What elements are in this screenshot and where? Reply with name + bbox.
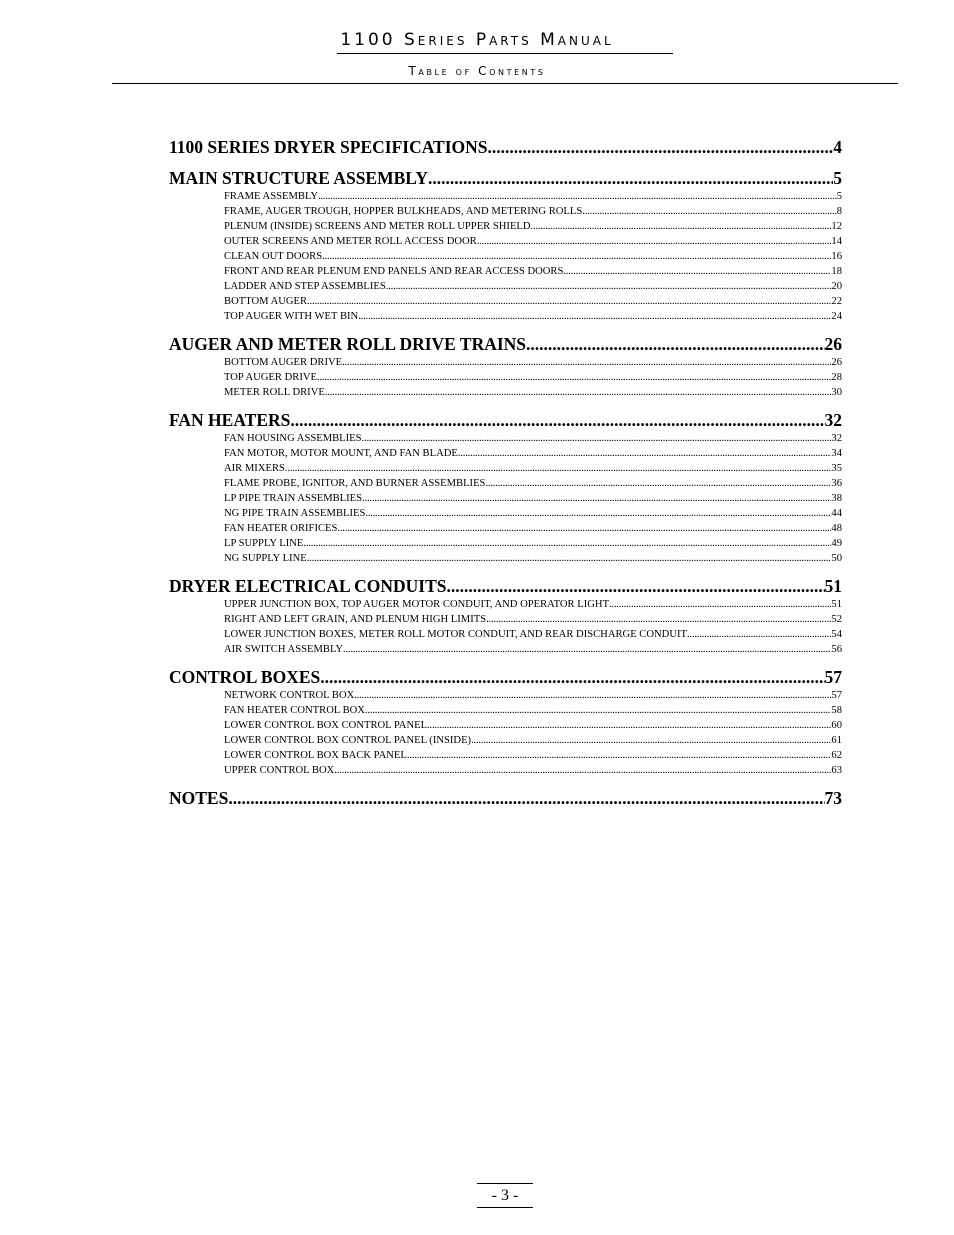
- toc-sub-entry[interactable]: [224, 294, 842, 309]
- dot-leader: [477, 234, 832, 249]
- toc-sub-entry-page: 34: [831, 448, 842, 459]
- toc-sub-entry-title: TOP AUGER WITH WET BIN: [224, 311, 359, 322]
- toc-sub-entry[interactable]: [224, 536, 842, 551]
- toc-sub-entry-title: UPPER CONTROL BOX: [224, 765, 335, 776]
- toc-sub-entry-page: 24: [831, 311, 842, 322]
- toc-main-entry-page: 73: [824, 788, 842, 808]
- toc-sub-entry-page: 32: [831, 433, 842, 444]
- toc-sub-entry[interactable]: [224, 370, 842, 385]
- dot-leader: [354, 688, 831, 703]
- table-of-contents: [169, 136, 842, 818]
- toc-sub-entry-page: 60: [831, 720, 842, 731]
- toc-sub-list: [224, 597, 842, 657]
- dot-leader: [485, 476, 831, 491]
- toc-sub-entry[interactable]: [224, 234, 842, 249]
- toc-sub-entry-title: OUTER SCREENS AND METER ROLL ACCESS DOOR: [224, 236, 477, 247]
- dot-leader: [318, 189, 837, 204]
- dot-leader: [531, 219, 832, 234]
- toc-main-entry-title: FAN HEATERS: [169, 410, 291, 430]
- toc-sub-entry[interactable]: [224, 431, 842, 446]
- toc-main-entry[interactable]: [169, 787, 842, 809]
- toc-main-entry-title: DRYER ELECTRICAL CONDUITS: [169, 576, 447, 596]
- dot-leader: [386, 279, 832, 294]
- toc-sub-entry-title: LADDER AND STEP ASSEMBLIES: [224, 281, 386, 292]
- dot-leader: [285, 461, 831, 476]
- toc-sub-entry-page: 52: [831, 614, 842, 625]
- toc-sub-entry-title: LP PIPE TRAIN ASSEMBLIES: [224, 493, 363, 504]
- toc-sub-entry-title: BOTTOM AUGER: [224, 296, 308, 307]
- toc-main-entry-page: 26: [824, 334, 842, 354]
- toc-sub-entry-page: 12: [831, 221, 842, 232]
- toc-sub-entry-title: LOWER CONTROL BOX CONTROL PANEL: [224, 720, 428, 731]
- toc-sub-entry-page: 44: [831, 508, 842, 519]
- footer-divider-top: [477, 1183, 533, 1184]
- toc-sub-entry-page: 36: [831, 478, 842, 489]
- toc-main-entry-title: 1100 SERIES DRYER SPECIFICATIONS: [169, 137, 488, 157]
- dot-leader: [343, 642, 831, 657]
- toc-main-entry-title: NOTES: [169, 788, 229, 808]
- section-subtitle: Table of Contents: [408, 64, 546, 78]
- toc-sub-entry-title: NG PIPE TRAIN ASSEMBLIES: [224, 508, 366, 519]
- toc-sub-entry-page: 63: [831, 765, 842, 776]
- toc-sub-entry-page: 62: [831, 750, 842, 761]
- dot-leader: [471, 733, 831, 748]
- dot-leader: [317, 370, 831, 385]
- toc-sub-entry-page: 8: [836, 206, 842, 217]
- toc-sub-entry-page: 18: [831, 266, 842, 277]
- toc-section: [169, 333, 842, 400]
- toc-sub-entry[interactable]: [224, 491, 842, 506]
- toc-sub-entry-page: 50: [831, 553, 842, 564]
- toc-sub-entry-page: 28: [831, 372, 842, 383]
- toc-sub-entry-page: 51: [831, 599, 842, 610]
- toc-sub-entry-page: 30: [831, 387, 842, 398]
- toc-sub-entry-page: 16: [831, 251, 842, 262]
- toc-sub-entry-page: 14: [831, 236, 842, 247]
- toc-sub-entry-title: LOWER CONTROL BOX BACK PANEL: [224, 750, 407, 761]
- toc-sub-entry-page: 61: [831, 735, 842, 746]
- toc-sub-entry[interactable]: [224, 642, 842, 657]
- dot-leader: [303, 536, 831, 551]
- toc-sub-entry-title: NETWORK CONTROL BOX: [224, 690, 355, 701]
- dot-leader: [609, 597, 831, 612]
- toc-sub-list: [224, 189, 842, 324]
- dot-leader: [687, 627, 831, 642]
- toc-section: [169, 409, 842, 566]
- dot-leader: [290, 409, 824, 431]
- toc-main-entry-page: 57: [824, 667, 842, 687]
- toc-sub-entry-page: 35: [831, 463, 842, 474]
- toc-sub-entry[interactable]: [224, 612, 842, 627]
- dot-leader: [362, 431, 832, 446]
- manual-title: 1100 Series Parts Manual: [340, 30, 614, 50]
- toc-sub-entry-page: 38: [831, 493, 842, 504]
- toc-section: [169, 787, 842, 809]
- toc-sub-entry-page: 57: [831, 690, 842, 701]
- dot-leader: [358, 309, 831, 324]
- toc-sub-entry-page: 54: [831, 629, 842, 640]
- toc-sub-entry-title: UPPER JUNCTION BOX, TOP AUGER MOTOR CONDUIT, AND OPERATOR LIGHT: [224, 599, 610, 610]
- dot-leader: [582, 204, 836, 219]
- toc-sub-entry[interactable]: [224, 355, 842, 370]
- toc-main-entry[interactable]: [169, 136, 842, 158]
- toc-sub-entry-title: CLEAN OUT DOORS: [224, 251, 323, 262]
- toc-sub-entry[interactable]: [224, 264, 842, 279]
- toc-sub-entry[interactable]: [224, 763, 842, 778]
- toc-sub-entry[interactable]: [224, 521, 842, 536]
- toc-sub-entry-title: FAN HOUSING ASSEMBLIES: [224, 433, 362, 444]
- toc-sub-entry-page: 48: [831, 523, 842, 534]
- toc-sub-entry[interactable]: [224, 506, 842, 521]
- toc-sub-entry[interactable]: [224, 219, 842, 234]
- toc-sub-entry-title: FRONT AND REAR PLENUM END PANELS AND REAR ACCESS DOORS: [224, 266, 564, 277]
- toc-section: [169, 666, 842, 778]
- toc-sub-entry-title: LOWER CONTROL BOX CONTROL PANEL (INSIDE): [224, 735, 472, 746]
- toc-sub-entry[interactable]: [224, 279, 842, 294]
- page-header: [0, 0, 954, 90]
- toc-main-entry-page: 51: [824, 576, 842, 596]
- toc-main-entry[interactable]: [169, 333, 842, 355]
- toc-section: [169, 575, 842, 657]
- dot-leader: [307, 551, 832, 566]
- dot-leader: [526, 333, 824, 355]
- toc-sub-entry[interactable]: [224, 446, 842, 461]
- toc-sub-entry-title: FRAME, AUGER TROUGH, HOPPER BULKHEADS, AND METERING ROLLS: [224, 206, 583, 217]
- dot-leader: [307, 294, 831, 309]
- toc-main-entry-page: 32: [824, 410, 842, 430]
- toc-main-entry-title: MAIN STRUCTURE ASSEMBLY: [169, 168, 428, 188]
- toc-sub-list: [224, 431, 842, 566]
- dot-leader: [488, 136, 834, 158]
- toc-sub-entry-title: METER ROLL DRIVE: [224, 387, 325, 398]
- toc-sub-entry[interactable]: [224, 688, 842, 703]
- dot-leader: [228, 787, 824, 809]
- toc-sub-entry[interactable]: [224, 309, 842, 324]
- dot-leader: [334, 763, 831, 778]
- toc-sub-entry-page: 49: [831, 538, 842, 549]
- toc-sub-entry-page: 26: [831, 357, 842, 368]
- dot-leader: [320, 666, 824, 688]
- dot-leader: [342, 355, 831, 370]
- toc-sub-entry-title: BOTTOM AUGER DRIVE: [224, 357, 343, 368]
- toc-sub-entry-title: PLENUM (INSIDE) SCREENS AND METER ROLL UPPER SHIELD: [224, 221, 531, 232]
- toc-sub-entry[interactable]: [224, 551, 842, 566]
- toc-sub-entry[interactable]: [224, 249, 842, 264]
- toc-sub-entry[interactable]: [224, 703, 842, 718]
- dot-leader: [365, 506, 831, 521]
- toc-sub-entry-title: RIGHT AND LEFT GRAIN, AND PLENUM HIGH LIMITS: [224, 614, 487, 625]
- toc-sub-entry-title: LP SUPPLY LINE: [224, 538, 304, 549]
- toc-sub-entry[interactable]: [224, 204, 842, 219]
- dot-leader: [337, 521, 831, 536]
- dot-leader: [322, 249, 831, 264]
- toc-main-entry[interactable]: [169, 167, 842, 189]
- toc-sub-entry[interactable]: [224, 748, 842, 763]
- toc-main-entry-page: 4: [833, 137, 842, 157]
- toc-main-entry-page: 5: [833, 168, 842, 188]
- dot-leader: [407, 748, 832, 763]
- toc-sub-entry[interactable]: [224, 718, 842, 733]
- dot-leader: [427, 718, 831, 733]
- toc-sub-entry-title: TOP AUGER DRIVE: [224, 372, 317, 383]
- dot-leader: [458, 446, 832, 461]
- footer-divider-bottom: [477, 1207, 533, 1208]
- toc-sub-entry-title: LOWER JUNCTION BOXES, METER ROLL MOTOR CONDUIT, AND REAR DISCHARGE CONDUIT: [224, 629, 687, 640]
- dot-leader: [362, 491, 831, 506]
- toc-sub-entry-title: NG SUPPLY LINE: [224, 553, 307, 564]
- toc-sub-entry[interactable]: [224, 476, 842, 491]
- toc-sub-entry-title: AIR MIXERS: [224, 463, 285, 474]
- toc-sub-entry-title: FAN HEATER CONTROL BOX: [224, 705, 365, 716]
- toc-main-entry-title: AUGER AND METER ROLL DRIVE TRAINS: [169, 334, 527, 354]
- toc-sub-entry[interactable]: [224, 627, 842, 642]
- toc-main-entry[interactable]: [169, 575, 842, 597]
- toc-sub-entry[interactable]: [224, 597, 842, 612]
- dot-leader: [447, 575, 825, 597]
- toc-sub-entry-page: 20: [831, 281, 842, 292]
- dot-leader: [486, 612, 831, 627]
- dot-leader: [428, 167, 833, 189]
- toc-sub-entry-title: FLAME PROBE, IGNITOR, AND BURNER ASSEMBLIES: [224, 478, 486, 489]
- toc-sub-list: [224, 688, 842, 778]
- dot-leader: [563, 264, 831, 279]
- toc-section: [169, 167, 842, 324]
- toc-section: [169, 136, 842, 158]
- toc-sub-entry[interactable]: [224, 189, 842, 204]
- toc-sub-entry-title: AIR SWITCH ASSEMBLY: [224, 644, 344, 655]
- toc-sub-entry-page: 22: [831, 296, 842, 307]
- toc-sub-entry[interactable]: [224, 461, 842, 476]
- header-divider-long: [112, 83, 898, 84]
- toc-main-entry-title: CONTROL BOXES: [169, 667, 321, 687]
- toc-sub-list: [224, 355, 842, 400]
- page-number: - 3 -: [491, 1187, 519, 1204]
- toc-sub-entry-page: 58: [831, 705, 842, 716]
- toc-main-entry[interactable]: [169, 666, 842, 688]
- dot-leader: [365, 703, 831, 718]
- dot-leader: [325, 385, 832, 400]
- header-divider-short: [337, 53, 673, 54]
- toc-sub-entry-page: 56: [831, 644, 842, 655]
- toc-main-entry[interactable]: [169, 409, 842, 431]
- toc-sub-entry-page: 5: [836, 191, 842, 202]
- toc-sub-entry-title: FAN MOTOR, MOTOR MOUNT, AND FAN BLADE: [224, 448, 458, 459]
- toc-sub-entry-title: FAN HEATER ORIFICES: [224, 523, 338, 534]
- toc-sub-entry[interactable]: [224, 733, 842, 748]
- toc-sub-entry-title: FRAME ASSEMBLY: [224, 191, 319, 202]
- toc-sub-entry[interactable]: [224, 385, 842, 400]
